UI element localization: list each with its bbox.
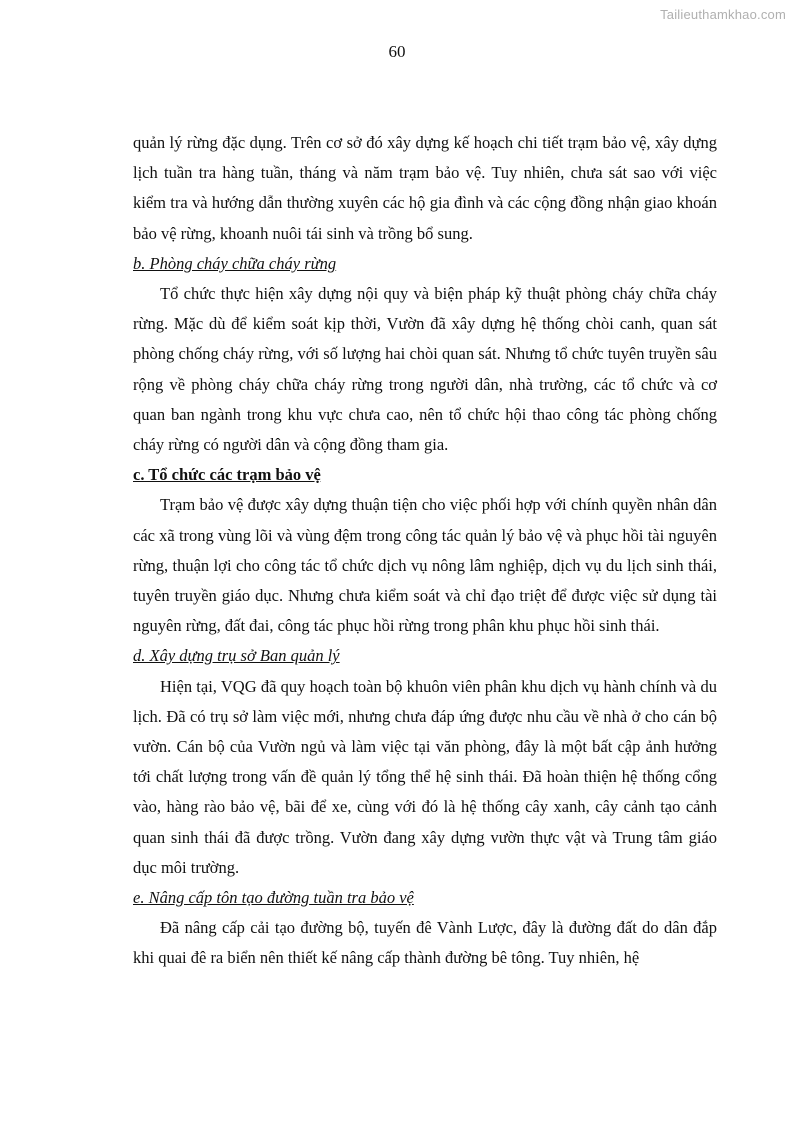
paragraph-fire-prevention: Tổ chức thực hiện xây dựng nội quy và biện pháp kỹ thuật phòng cháy chữa cháy rừng. Mặc dù để kiểm soát kịp thời, Vườn đã xây dựng hệ thống chòi canh, quan sát phòng chống cháy rừng, với số lượng hai chòi quan sát. Nhưng tổ chức tuyên truyền sâu rộng về phòng cháy chữa cháy rừng trong người dân, nhà trường, các tổ chức và cơ quan ban ngành trong khu vực chưa cao, nên tổ chức hội thao công tác phòng chống cháy rừng có người dân và cộng đồng tham gia. [133, 284, 717, 455]
heading-patrol-roads: e. Nâng cấp tôn tạo đường tuần tra bảo vệ [133, 888, 414, 908]
paragraph-forest-management: quản lý rừng đặc dụng. Trên cơ sở đó xây dựng kế hoạch chi tiết trạm bảo vệ, xây dựng lịch tuần tra hàng tuần, tháng và năm trạm bảo vệ. Tuy nhiên, chưa sát sao với việc kiểm tra và hướng dẫn thường xuyên các hộ gia đình và các cộng đồng nhận giao khoán bảo vệ rừng, khoanh nuôi tái sinh và trồng bổ sung. [133, 133, 717, 243]
paragraph-patrol-roads: Đã nâng cấp cải tạo đường bộ, tuyến đê Vành Lược, đây là đường đất do dân đắp khi quai đê ra biển nên thiết kế nâng cấp thành đường bê tông. Tuy nhiên, hệ [133, 918, 717, 968]
heading-headquarters: d. Xây dựng trụ sở Ban quản lý [133, 646, 340, 666]
heading-protection-stations: c. Tổ chức các trạm bảo vệ [133, 465, 321, 485]
heading-fire-prevention: b. Phòng cháy chữa cháy rừng [133, 253, 337, 273]
page-body [133, 128, 717, 974]
paragraph-protection-stations: Trạm bảo vệ được xây dựng thuận tiện cho việc phối hợp với chính quyền nhân dân các xã trong vùng lõi và vùng đệm trong công tác quản lý bảo vệ và phục hồi tài nguyên rừng, thuận lợi cho công tác tổ chức dịch vụ nông lâm nghiệp, dịch vụ du lịch sinh thái, tuyên truyền giáo dục. Nhưng chưa kiểm soát và chỉ đạo triệt để được việc sử dụng tài nguyên rừng, đất đai, công tác phục hồi rừng trong phân khu phục hồi sinh thái. [133, 495, 717, 636]
paragraph-headquarters: Hiện tại, VQG đã quy hoạch toàn bộ khuôn viên phân khu dịch vụ hành chính và du lịch. Đã có trụ sở làm việc mới, nhưng chưa đáp ứng được nhu cầu về nhà ở cho cán bộ vườn. Cán bộ của Vườn ngủ và làm việc tại văn phòng, đây là một bất cập ảnh hưởng tới chất lượng trong vấn đề quản lý tổng thể hệ sinh thái. Đã hoàn thiện hệ thống cổng vào, hàng rào bảo vệ, bãi để xe, cùng với đó là hệ thống cây xanh, cây cảnh tạo cảnh quan sinh thái đã được trồng. Vườn đang xây dựng vườn thực vật và Trung tâm giáo dục môi trường. [133, 676, 717, 877]
page-number: 60 [388, 42, 406, 61]
watermark: Tailieuthamkhao.com [660, 7, 786, 22]
